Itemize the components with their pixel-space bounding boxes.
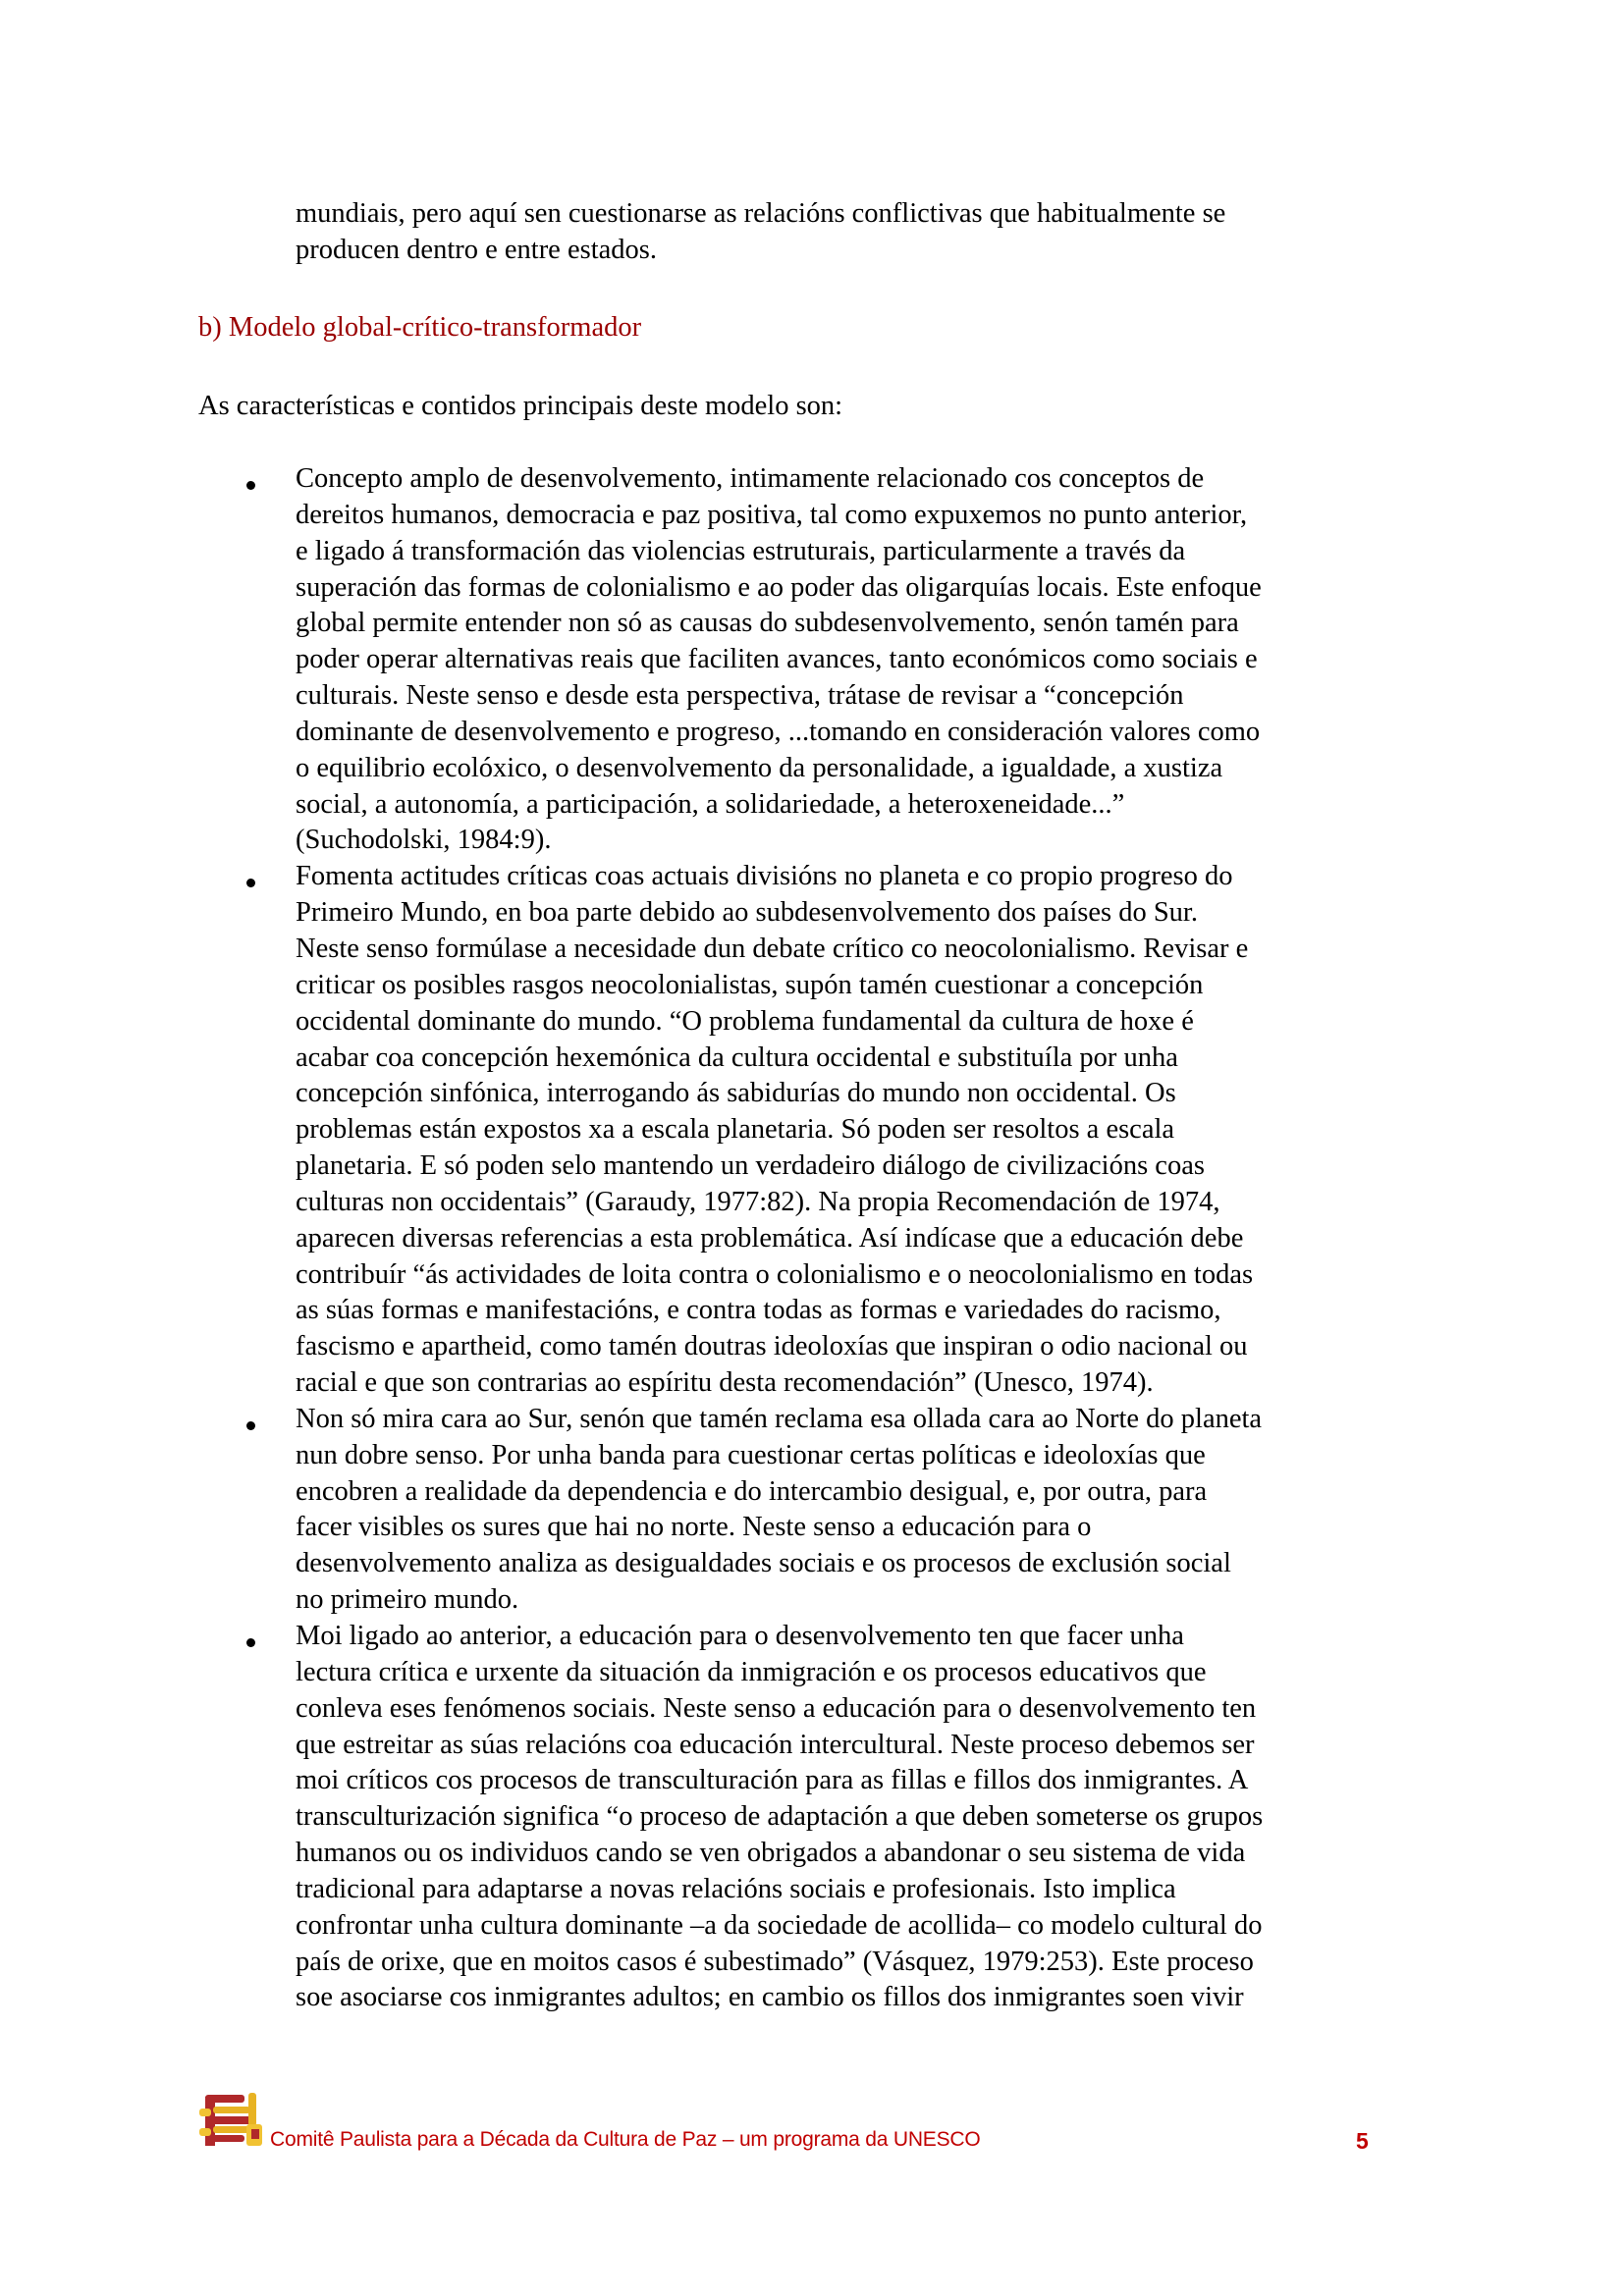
list-item-line: moi críticos cos procesos de transculturación para as fillas e fillos dos inmigrantes. A <box>296 1765 1249 1796</box>
bullet-icon <box>246 1619 258 1655</box>
paragraph-line: producen dentro e entre estados. <box>296 234 657 265</box>
list-item <box>198 1619 1435 2016</box>
list-item-line: tradicional para adaptarse a novas relacións sociais e profesionais. Isto implica <box>296 1873 1176 1904</box>
bullet-list <box>198 461 1435 2016</box>
list-item-line: confrontar unha cultura dominante –a da sociedade de acollida– co modelo cultural do <box>296 1909 1263 1941</box>
list-item-line: aparecen diversas referencias a esta problemática. Así indícase que a educación debe <box>296 1222 1244 1254</box>
list-item-line: soe asociarse cos inmigrantes adultos; en cambio os fillos dos inmigrantes soen vivir <box>296 1982 1244 2013</box>
continued-paragraph <box>296 196 1225 269</box>
list-item-line: (Suchodolski, 1984:9). <box>296 825 552 856</box>
list-item-line: fascismo e apartheid, como tamén doutras ideoloxías que inspiran o odio nacional ou <box>296 1331 1248 1362</box>
bullet-icon <box>246 461 258 498</box>
footer-text: Comitê Paulista para a Década da Cultura de Paz – um programa da UNESCO <box>270 2128 981 2151</box>
list-item-line: acabar coa concepción hexemónica da cultura occidental e substituíla por unha <box>296 1041 1178 1073</box>
list-item-line: humanos ou os individuos cando se ven obrigados a abandonar o seu sistema de vida <box>296 1838 1246 1869</box>
list-item-line: occidental dominante do mundo. “O problema fundamental da cultura de hoxe é <box>296 1005 1194 1037</box>
list-item-line: planetaria. E só poden selo mantendo un verdadeiro diálogo de civilizacións coas <box>296 1150 1205 1182</box>
list-item-line: racial e que son contrarias ao espíritu desta recomendación” (Unesco, 1974). <box>296 1367 1154 1399</box>
list-item-line: Primeiro Mundo, en boa parte debido ao subdesenvolvemento dos países do Sur. <box>296 897 1198 929</box>
list-item-line: as súas formas e manifestacións, e contra todas as formas e variedades do racismo, <box>296 1295 1221 1326</box>
list-item-line: superación das formas de colonialismo e ao poder das oligarquías locais. Este enfoque <box>296 571 1262 603</box>
list-item-line: encobren a realidade da dependencia e do intercambio desigual, e, por outra, para <box>296 1475 1208 1507</box>
list-item-line: transculturización significa “o proceso de adaptación a que deben someterse os grupos <box>296 1801 1264 1833</box>
list-item-line: culturas non occidentais” (Garaudy, 1977:82). Na propia Recomendación de 1974, <box>296 1186 1220 1217</box>
paragraph-line: mundiais, pero aquí sen cuestionarse as relacións conflictivas que habitualmente se <box>296 198 1226 229</box>
page-number: 5 <box>1356 2128 1369 2154</box>
intro-text: As características e contidos principais deste modelo son: <box>198 391 843 421</box>
list-item <box>198 1402 1435 1619</box>
list-item-line: culturais. Neste senso e desde esta perspectiva, trátase de revisar a “concepción <box>296 680 1184 712</box>
list-item-line: lectura crítica e urxente da situación da inmigración e os procesos educativos que <box>296 1656 1207 1687</box>
list-item-line: contribuír “ás actividades de loita contra o colonialismo e o neocolonialismo en todas <box>296 1258 1254 1290</box>
list-item-line: no primeiro mundo. <box>296 1584 519 1616</box>
list-item-line: concepción sinfónica, interrogando ás sabidurías do mundo non occidental. Os <box>296 1078 1176 1109</box>
list-item-line: o equilibrio ecolóxico, o desenvolvemento da personalidade, a igualdade, a xustiza <box>296 752 1223 783</box>
list-item-line: conleva eses fenómenos sociais. Neste senso a educación para o desenvolvemento ten <box>296 1692 1257 1724</box>
list-item-line: que estreitar as súas relacións coa educación intercultural. Neste proceso debemos ser <box>296 1729 1255 1760</box>
list-item-line: dereitos humanos, democracia e paz positiva, tal como expuxemos no punto anterior, <box>296 499 1248 530</box>
list-item-line: facer visibles os sures que hai no norte. Neste senso a educación para o <box>296 1512 1092 1543</box>
list-item-line: e ligado á transformación das violencias estruturais, particularmente a través da <box>296 535 1186 566</box>
list-item-line: desenvolvemento analiza as desigualdades sociais e os procesos de exclusión social <box>296 1548 1231 1579</box>
decade-culture-of-peace-logo-icon <box>199 2091 268 2152</box>
bullet-icon <box>246 1402 258 1438</box>
list-item-line: problemas están expostos xa a escala planetaria. Só poden ser resoltos a escala <box>296 1114 1175 1146</box>
list-item-line: criticar os posibles rasgos neocolonialistas, supón tamén cuestionar a concepción <box>296 969 1204 1000</box>
list-item-line: Moi ligado ao anterior, a educación para o desenvolvemento ten que facer unha <box>296 1621 1184 1651</box>
list-item-line: nun dobre senso. Por unha banda para cuestionar certas políticas e ideoloxías que <box>296 1439 1206 1470</box>
page-footer <box>199 2091 1427 2160</box>
list-item-line: poder operar alternativas reais que faciliten avances, tanto económicos como sociais e <box>296 644 1258 675</box>
list-item-line: social, a autonomía, a participación, a solidariedade, a heteroxeneidade...” <box>296 788 1125 820</box>
list-item <box>198 859 1435 1402</box>
list-item-line: Fomenta actitudes críticas coas actuais divisións no planeta e co propio progreso do <box>296 861 1233 892</box>
bullet-icon <box>246 859 258 895</box>
list-item <box>198 461 1435 859</box>
list-item-line: global permite entender non só as causas do subdesenvolvemento, senón tamén para <box>296 608 1239 639</box>
list-item-line: país de orixe, que en moitos casos é subestimado” (Vásquez, 1979:253). Este proceso <box>296 1946 1254 1977</box>
list-item-line: Non só mira cara ao Sur, senón que tamén reclama esa ollada cara ao Norte do planeta <box>296 1403 1263 1434</box>
section-heading: b) Modelo global-crítico-transformador <box>198 312 642 343</box>
list-item-line: Neste senso formúlase a necesidade dun debate crítico co neocolonialismo. Revisar e <box>296 933 1249 964</box>
list-item-line: dominante de desenvolvemento e progreso, ...tomando en consideración valores como <box>296 716 1261 747</box>
list-item-line: Concepto amplo de desenvolvemento, intimamente relacionado cos conceptos de <box>296 463 1205 494</box>
